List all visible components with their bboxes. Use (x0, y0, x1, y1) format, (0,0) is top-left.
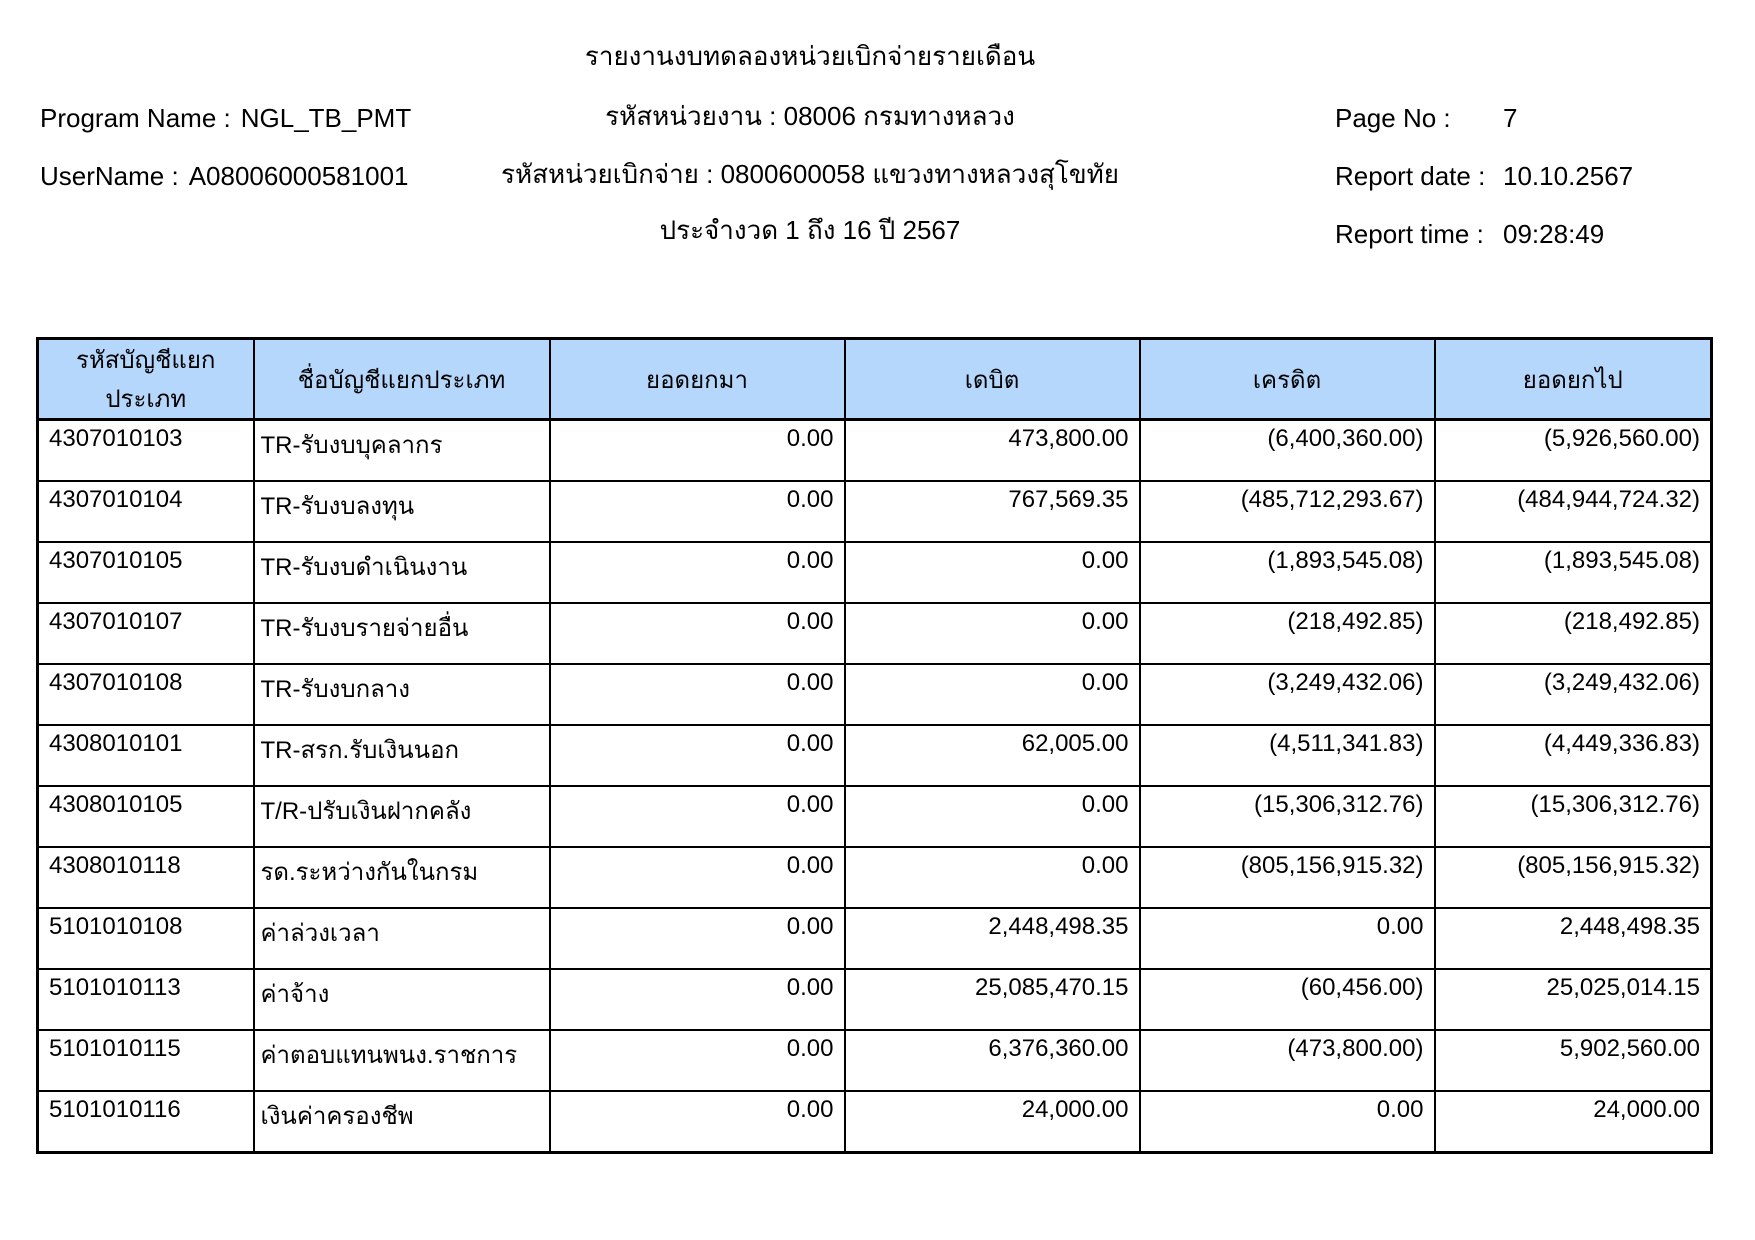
account-name-cell: TR-รับงบกลาง (254, 664, 550, 725)
debit-cell: 25,085,470.15 (845, 969, 1140, 1030)
report-date-value: 10.10.2567 (1503, 161, 1634, 191)
account-code-cell: 4307010105 (38, 542, 254, 603)
balance-carried-forward-cell: 2,448,498.35 (1435, 908, 1712, 969)
table-row (38, 664, 1712, 725)
balance-carried-forward-cell: 24,000.00 (1435, 1091, 1712, 1153)
account-code-cell: 4308010118 (38, 847, 254, 908)
account-name-cell: TR-สรก.รับเงินนอก (254, 725, 550, 786)
balance-brought-forward-cell: 0.00 (550, 786, 845, 847)
debit-cell: 0.00 (845, 664, 1140, 725)
page-no-label: Page No : (1335, 103, 1451, 133)
report-title: รายงานงบทดลองหน่วยเบิกจ่ายรายเดือน (584, 41, 1036, 71)
report-time-value: 09:28:49 (1503, 219, 1605, 249)
balance-carried-forward-cell: (484,944,724.32) (1435, 481, 1712, 542)
balance-carried-forward-cell: (4,449,336.83) (1435, 725, 1712, 786)
account-code-cell: 5101010113 (38, 969, 254, 1030)
account-code-cell: 4307010104 (38, 481, 254, 542)
account-code-cell: 5101010108 (38, 908, 254, 969)
account-code-cell: 4307010108 (38, 664, 254, 725)
balance-brought-forward-cell: 0.00 (550, 1091, 845, 1153)
debit-cell: 62,005.00 (845, 725, 1140, 786)
table-row (38, 786, 1712, 847)
balance-brought-forward-cell: 0.00 (550, 1030, 845, 1091)
account-code-cell: 4308010105 (38, 786, 254, 847)
credit-cell: (60,456.00) (1140, 969, 1435, 1030)
credit-cell: (15,306,312.76) (1140, 786, 1435, 847)
balance-brought-forward-cell: 0.00 (550, 420, 845, 482)
balance-carried-forward-cell: (15,306,312.76) (1435, 786, 1712, 847)
period-line: ประจำงวด 1 ถึง 16 ปี 2567 (659, 215, 961, 245)
agency-code-line: รหัสหน่วยงาน : 08006 กรมทางหลวง (605, 101, 1015, 131)
column-header-credit: เครดิต (1140, 339, 1435, 420)
table-row (38, 481, 1712, 542)
credit-cell: 0.00 (1140, 1091, 1435, 1153)
balance-brought-forward-cell: 0.00 (550, 847, 845, 908)
table-row (38, 847, 1712, 908)
table-row (38, 1030, 1712, 1091)
balance-brought-forward-cell: 0.00 (550, 481, 845, 542)
report-date-label: Report date : (1335, 161, 1486, 191)
credit-cell: (3,249,432.06) (1140, 664, 1435, 725)
disbursement-unit-line: รหัสหน่วยเบิกจ่าย : 0800600058 แขวงทางหลวงสุโขทัย (500, 159, 1120, 189)
table-row (38, 908, 1712, 969)
credit-cell: (218,492.85) (1140, 603, 1435, 664)
debit-cell: 0.00 (845, 603, 1140, 664)
column-header-account-code: รหัสบัญชีแยกประเภท (38, 339, 254, 420)
account-name-cell: ค่าตอบแทนพนง.ราชการ (254, 1030, 550, 1091)
debit-cell: 6,376,360.00 (845, 1030, 1140, 1091)
column-header-account-name: ชื่อบัญชีแยกประเภท (254, 339, 550, 420)
debit-cell: 24,000.00 (845, 1091, 1140, 1153)
account-name-cell: TR-รับงบดำเนินงาน (254, 542, 550, 603)
credit-cell: 0.00 (1140, 908, 1435, 969)
table-row (38, 542, 1712, 603)
balance-carried-forward-cell: (1,893,545.08) (1435, 542, 1712, 603)
page-no-value: 7 (1503, 103, 1518, 133)
balance-carried-forward-cell: (3,249,432.06) (1435, 664, 1712, 725)
program-name-value: NGL_TB_PMT (240, 103, 412, 133)
balance-carried-forward-cell: (805,156,915.32) (1435, 847, 1712, 908)
balance-brought-forward-cell: 0.00 (550, 664, 845, 725)
credit-cell: (1,893,545.08) (1140, 542, 1435, 603)
account-code-cell: 5101010116 (38, 1091, 254, 1153)
balance-carried-forward-cell: (5,926,560.00) (1435, 420, 1712, 482)
balance-carried-forward-cell: (218,492.85) (1435, 603, 1712, 664)
balance-brought-forward-cell: 0.00 (550, 969, 845, 1030)
program-name-label: Program Name : (40, 103, 231, 133)
table-row (38, 603, 1712, 664)
balance-carried-forward-cell: 25,025,014.15 (1435, 969, 1712, 1030)
account-name-cell: เงินค่าครองชีพ (254, 1091, 550, 1153)
balance-carried-forward-cell: 5,902,560.00 (1435, 1030, 1712, 1091)
credit-cell: (805,156,915.32) (1140, 847, 1435, 908)
balance-brought-forward-cell: 0.00 (550, 603, 845, 664)
trial-balance-table (36, 337, 1713, 1154)
account-name-cell: TR-รับงบบุคลากร (254, 420, 550, 482)
table-row (38, 725, 1712, 786)
account-name-cell: ค่าจ้าง (254, 969, 550, 1030)
debit-cell: 2,448,498.35 (845, 908, 1140, 969)
table-row (38, 969, 1712, 1030)
account-name-cell: TR-รับงบรายจ่ายอื่น (254, 603, 550, 664)
username-value: A08006000581001 (188, 161, 409, 191)
column-header-debit: เดบิต (845, 339, 1140, 420)
debit-cell: 0.00 (845, 786, 1140, 847)
account-code-cell: 4307010107 (38, 603, 254, 664)
account-name-cell: ค่าล่วงเวลา (254, 908, 550, 969)
credit-cell: (4,511,341.83) (1140, 725, 1435, 786)
table-row (38, 1091, 1712, 1153)
table-header-row (38, 339, 1712, 420)
column-header-balance-brought: ยอดยกมา (550, 339, 845, 420)
credit-cell: (6,400,360.00) (1140, 420, 1435, 482)
account-name-cell: รด.ระหว่างกันในกรม (254, 847, 550, 908)
balance-brought-forward-cell: 0.00 (550, 725, 845, 786)
balance-brought-forward-cell: 0.00 (550, 908, 845, 969)
debit-cell: 0.00 (845, 542, 1140, 603)
balance-brought-forward-cell: 0.00 (550, 542, 845, 603)
table-body (38, 420, 1712, 1153)
account-name-cell: TR-รับงบลงทุน (254, 481, 550, 542)
credit-cell: (485,712,293.67) (1140, 481, 1435, 542)
account-code-cell: 5101010115 (38, 1030, 254, 1091)
debit-cell: 767,569.35 (845, 481, 1140, 542)
account-code-cell: 4308010101 (38, 725, 254, 786)
debit-cell: 473,800.00 (845, 420, 1140, 482)
credit-cell: (473,800.00) (1140, 1030, 1435, 1091)
account-name-cell: T/R-ปรับเงินฝากคลัง (254, 786, 550, 847)
report-time-label: Report time : (1335, 219, 1484, 249)
username-label: UserName : (40, 161, 179, 191)
column-header-balance-carried: ยอดยกไป (1435, 339, 1712, 420)
debit-cell: 0.00 (845, 847, 1140, 908)
account-code-cell: 4307010103 (38, 420, 254, 482)
table-row (38, 420, 1712, 482)
